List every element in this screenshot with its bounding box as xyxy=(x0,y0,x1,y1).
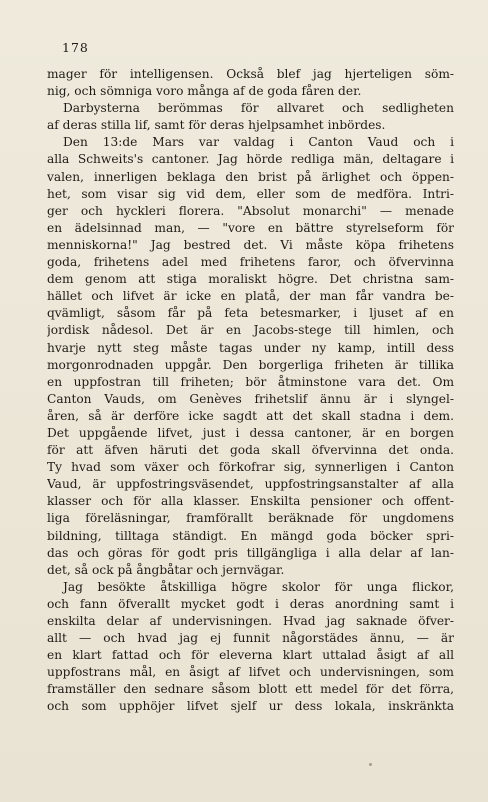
text-line: Canton Vauds, om Genèves frihetslif ännu är i slyngel- xyxy=(47,391,454,406)
text-line: dem genom att stiga moraliskt högre. Det christna sam- xyxy=(47,272,454,287)
text-line: en ädelsinnad man, — "vore en bättre styrelseform för xyxy=(47,220,454,235)
text-line: uppfostrans mål, en åsigt af lifvet och undervisningen, som xyxy=(47,665,454,680)
text-line: bildning, tilltaga ständigt. En mängd goda böcker spri- xyxy=(47,528,454,543)
text-line: hvarje nytt steg måste tagas under ny kamp, intill dess xyxy=(47,340,454,355)
text-line: en klart fattad och för eleverna klart uttalad åsigt af all xyxy=(47,648,454,663)
text-line: Jag besökte åtskilliga högre skolor för unga flickor, xyxy=(63,579,454,594)
text-line: för att äfven häruti det goda skall öfvervinna det onda. xyxy=(47,443,454,458)
text-line: Ty hvad som växer och förkofrar sig, synnerligen i Canton xyxy=(47,460,454,475)
text-line: allt — och hvad jag ej funnit någorstädes ännu, — är xyxy=(47,631,454,646)
text-line: hället och lifvet är icke en platå, der man får vandra be- xyxy=(47,289,454,304)
text-line: goda, frihetens adel med frihetens faror, och öfvervinna xyxy=(47,255,454,270)
text-line: Darbysterna berömmas för allvaret och sedligheten xyxy=(63,101,454,116)
paper-speck xyxy=(369,763,372,766)
text-line: qvämligt, såsom får på feta betesmarker, i ljuset af en xyxy=(47,306,454,321)
text-line: ger och hyckleri florera. "Absolut monarchi" — menade xyxy=(47,203,454,218)
text-line: enskilta delar af undervisningen. Hvad jag saknade öfver- xyxy=(47,614,454,628)
text-line: morgonrodnaden uppgår. Den borgerliga friheten är tillika xyxy=(47,357,454,372)
page-number: 178 xyxy=(62,40,89,55)
text-line: valen, innerligen beklaga den brist på ärlighet och öppen- xyxy=(47,169,454,184)
text-line: nig, och sömniga voro många af de goda fåren der. xyxy=(47,84,362,99)
text-line: Det uppgående lifvet, just i dessa cantoner, är en borgen xyxy=(47,425,454,440)
text-line: af deras stilla lif, samt för deras hjelpsamhet inbördes. xyxy=(47,118,386,133)
text-line: och fann öfverallt mycket godt i deras anordning samt i xyxy=(47,596,454,611)
text-line: och som upphöjer lifvet sjelf ur dess lokala, inskränkta xyxy=(47,699,454,714)
text-line: Vaud, är uppfostringsväsendet, uppfostringsanstalter af alla xyxy=(47,477,454,492)
text-line: klasser och för alla klasser. Enskilta pensioner och offent- xyxy=(47,494,454,509)
text-line: mager för intelligensen. Också blef jag hjerteligen söm- xyxy=(47,67,454,81)
text-line: en uppfostran till friheten; bör åtminstone vara det. Om xyxy=(47,374,454,389)
text-line: framställer den sednare såsom blott ett medel för det förra, xyxy=(47,682,454,697)
text-line: det, så ock på ångbåtar och jernvägar. xyxy=(47,562,285,577)
text-line: alla Schweits's cantoner. Jag hörde redliga män, deltagare i xyxy=(47,152,454,167)
text-line: liga föreläsningar, framförallt beräknade för ungdomens xyxy=(47,511,454,526)
text-line: Den 13:de Mars var valdag i Canton Vaud och i xyxy=(63,135,454,150)
text-line: menniskorna!" Jag bestred det. Vi måste köpa frihetens xyxy=(47,237,454,252)
body-text xyxy=(47,66,454,716)
text-line: åren, så är derföre icke sagdt att det skall stadna i dem. xyxy=(47,408,454,423)
text-line: jordisk nådesol. Det är en Jacobs-stege till himlen, och xyxy=(47,323,454,338)
text-line: het, som visar sig vid dem, eller som de medföra. Intri- xyxy=(47,186,454,201)
text-line: das och göras för godt pris tillgängliga i alla delar af lan- xyxy=(47,545,454,560)
